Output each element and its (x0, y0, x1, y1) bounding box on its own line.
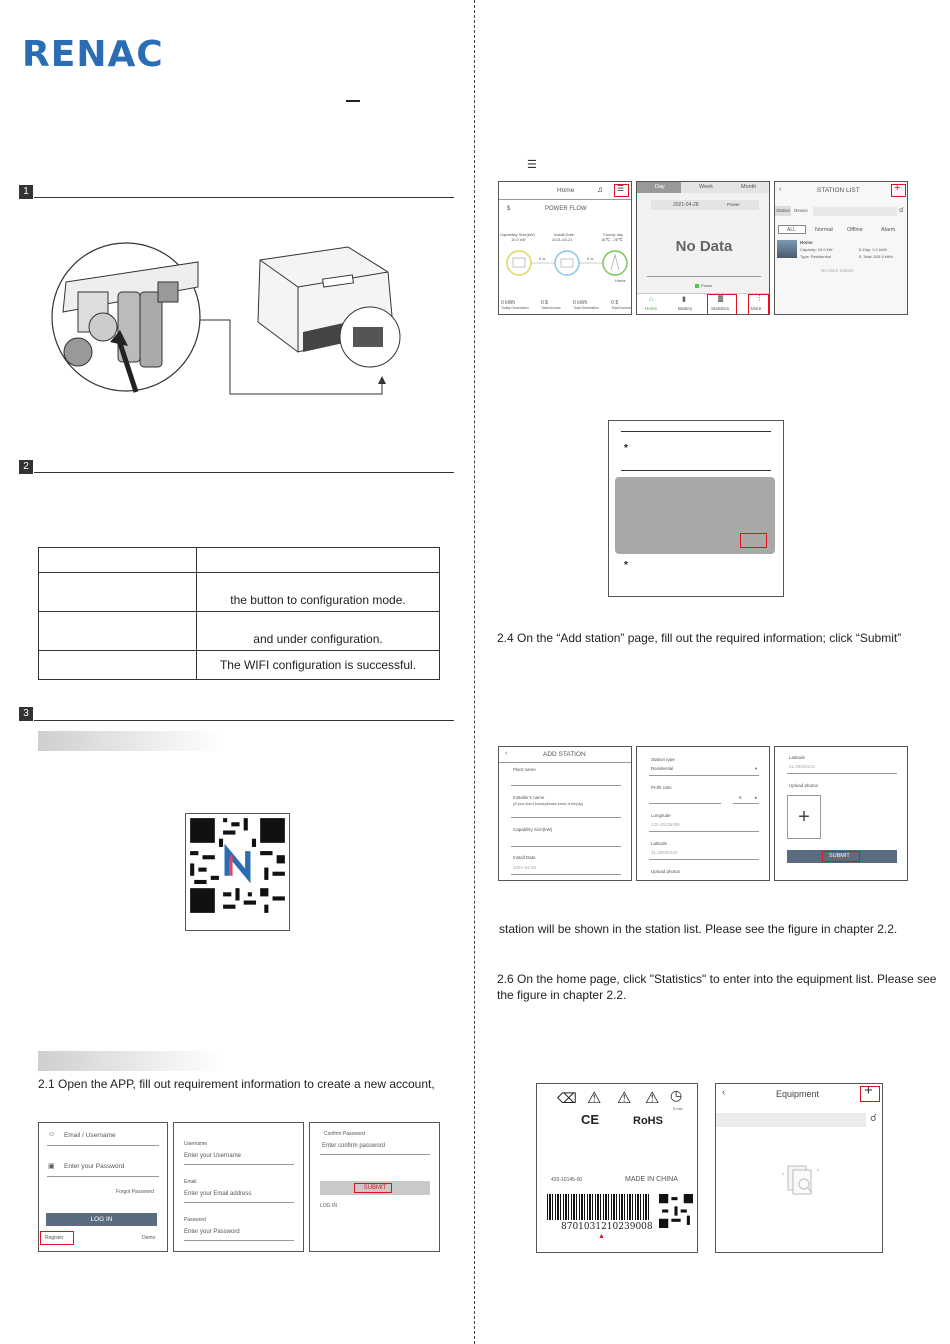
step-2-5-text: station will be shown in the station list. Please see the figure in chapter 2.2. (499, 922, 898, 936)
equipment-title: Equipment (776, 1089, 820, 1099)
username-input[interactable]: Enter your Username (184, 1153, 242, 1159)
section-number-2: 2 (19, 460, 33, 474)
stat-value: 0 kWh (573, 300, 588, 306)
password-input[interactable]: Enter your Password (184, 1229, 240, 1235)
chevron-right-icon[interactable]: ▸ (755, 795, 758, 800)
tab-month[interactable]: Month (741, 184, 757, 190)
statistics-screen (636, 181, 770, 315)
username-label: Username (184, 1141, 208, 1147)
section-number-1: 1 (19, 185, 33, 199)
install-value: 2021-04-21 (552, 237, 573, 242)
tab-station[interactable]: Station (776, 208, 791, 213)
add-station-screen-3 (774, 746, 908, 881)
station-name[interactable]: Home (800, 240, 813, 245)
station-list-screen (774, 181, 908, 315)
stat-label: Total Income (540, 306, 561, 310)
home-title: Home (557, 187, 575, 194)
add-form-illustration (608, 420, 784, 597)
led-cell: and under configuration. (197, 612, 440, 651)
equipment-screen (715, 1083, 883, 1253)
search-icon[interactable]: ☌ (870, 1113, 877, 1124)
search-icon[interactable]: ☌ (899, 207, 904, 214)
back-icon[interactable]: ‹ (505, 750, 508, 757)
barcode (547, 1194, 651, 1220)
led-cell: The WIFI configuration is successful. (197, 651, 440, 680)
required-asterisk: * (624, 443, 628, 454)
filter-all[interactable]: ALL (787, 227, 796, 233)
longitude-label: Longitude (651, 813, 671, 818)
tab-week[interactable]: Week (699, 184, 713, 190)
stat-label: Today Generation (501, 306, 529, 310)
stat-value: 0 $ (540, 300, 548, 306)
stats-legend: Power (701, 283, 713, 288)
stat-label: Total Generation (573, 306, 599, 310)
station-etotal: E-Total: 525.9 kWh (859, 254, 893, 259)
tab-day[interactable]: Day (655, 184, 665, 190)
latitude-input[interactable]: 31.29846242 (789, 764, 816, 769)
user-icon: ☺ (48, 1131, 56, 1138)
upload-photo-button[interactable]: + (787, 795, 821, 839)
led-cell (39, 651, 197, 680)
confirm-input[interactable]: Enter confirm password (322, 1143, 386, 1149)
station-type: Type: Residential (800, 254, 831, 259)
led-cell: the button to configuration mode. (197, 573, 440, 612)
ce-mark: CE (581, 1112, 600, 1127)
timer-label: 5 min (673, 1106, 683, 1111)
stats-date[interactable]: 2021-04-28 (673, 202, 699, 208)
electric-shock-icon: ⚠ (645, 1090, 660, 1107)
nav-home[interactable]: Home (645, 306, 658, 311)
add-equipment-icon[interactable]: + (864, 1083, 873, 1099)
flow-value-1: 0 w (539, 256, 546, 261)
stats-select[interactable]: Power (727, 202, 740, 207)
section-rule-1 (34, 197, 454, 198)
submit-button[interactable]: SUBMIT (829, 853, 850, 859)
step-2-6-text-cont: the figure in chapter 2.2. (497, 988, 627, 1002)
power-flow-diagram (505, 248, 629, 278)
required-asterisk: * (624, 560, 628, 571)
dash-mark (346, 100, 360, 102)
made-in-china: MADE IN CHINA (625, 1176, 678, 1183)
home-node-label: Home (615, 278, 626, 283)
barcode-number: 8701031210239008 (561, 1222, 653, 1232)
tab-device[interactable]: Device (794, 208, 808, 213)
login-screen (38, 1122, 168, 1252)
flow-value-2: 0 w (587, 256, 594, 261)
nav-statistics[interactable]: Statistics (711, 306, 730, 311)
led-cell (39, 612, 197, 651)
weee-bin-icon: ⌫ (557, 1090, 577, 1106)
submit-button[interactable]: SUBMIT (320, 1181, 430, 1195)
inverter-illustration (48, 242, 418, 397)
email-label: Email / Username (64, 1132, 116, 1139)
install-date-label: Install Date (513, 855, 536, 860)
pointer-triangle-icon: ▲ (598, 1233, 605, 1240)
station-thumbnail (777, 240, 797, 258)
product-label (536, 1083, 698, 1253)
home-nav-icon: ⌂ (649, 296, 654, 303)
bell-icon[interactable]: ♫ (597, 185, 603, 194)
weather-label: Cloudy day (603, 232, 624, 237)
home-screen (498, 181, 632, 315)
more-nav-icon: ⋮ (756, 295, 763, 302)
section-rule-3 (34, 720, 454, 721)
list-search-icon: ☰ (527, 159, 537, 171)
led-cell (197, 548, 440, 573)
add-station-icon[interactable]: + (894, 182, 901, 194)
add-station-screen (498, 746, 632, 881)
latitude-label: Latitude (651, 841, 668, 846)
label-qr-code (659, 1194, 693, 1228)
section-rule-2 (34, 472, 454, 473)
led-cell (39, 548, 197, 573)
register-screen (173, 1122, 304, 1252)
login-button[interactable]: LOG IN (46, 1213, 157, 1226)
nav-battery[interactable]: Battery (678, 306, 693, 311)
rohs-mark: RoHS (633, 1115, 663, 1127)
installer-label: Installer's name (513, 795, 545, 800)
capability-value: 10.0 kW (511, 237, 526, 242)
led-status-table (38, 547, 440, 680)
plant-name-label: Plant name (513, 767, 536, 772)
email-input[interactable]: Enter your Email address (184, 1191, 252, 1197)
renac-logo: RENAC (22, 34, 164, 75)
back-icon[interactable]: ‹ (722, 1087, 726, 1098)
stat-label: Total Income (611, 306, 631, 310)
no-data-text: No Data (675, 238, 733, 255)
filter-alarm[interactable]: Alarm (881, 227, 896, 233)
latitude-label: Latitude (789, 755, 806, 760)
upload-photos-label: Upload photos (789, 783, 819, 788)
stat-value: 0 $ (611, 300, 619, 306)
filter-normal[interactable]: Normal (815, 227, 833, 233)
app-qr-code (185, 813, 290, 931)
install-label: Install Date (554, 232, 575, 237)
station-capacity: Capacity: 10.0 kW (800, 247, 833, 252)
add-station-title: ADD STATION (543, 751, 586, 758)
add-station-screen-2 (636, 746, 770, 881)
subsection-bar (38, 1051, 223, 1071)
capability-label: Capability Size(kW) (500, 232, 535, 237)
demo-link[interactable]: Demo (142, 1235, 156, 1241)
station-list-title: STATION LIST (817, 187, 860, 194)
subsection-bar (38, 731, 223, 751)
register-screen-2 (309, 1122, 440, 1252)
step-2-6-text: 2.6 On the home page, click "Statistics" to enter into the equipment list. Please see (497, 972, 937, 986)
latitude-input[interactable]: 31.29846242 (651, 850, 678, 855)
password-label: Password (184, 1217, 206, 1223)
upload-photos-label: Upload photos (651, 869, 681, 874)
timer-icon: ◷ (670, 1087, 683, 1103)
capability-label: Capability Size(kW) (513, 827, 553, 832)
step-2-1-text: 2.1 Open the APP, fill out requirement information to create a new account, (38, 1077, 435, 1091)
installer-hint: (If you don't know,please keep it empty) (513, 801, 584, 806)
confirm-label: Confirm Password (324, 1131, 365, 1137)
battery-nav-icon: ▮ (682, 296, 686, 303)
statistics-nav-icon: ▓ (718, 295, 724, 302)
station-type-label: Station type (651, 757, 675, 762)
equipment-search-input[interactable] (716, 1113, 866, 1127)
no-more-station: No More Station (821, 268, 854, 273)
led-cell (39, 573, 197, 612)
lock-icon: ▣ (48, 1163, 55, 1170)
station-eday: E-Day: 0.2 kWh (859, 247, 888, 252)
dropdown-icon[interactable]: ▾ (755, 766, 758, 771)
home-stats-row (501, 300, 631, 310)
profit-label: Profit ratio (651, 785, 672, 790)
password-label: Enter your Password (64, 1163, 125, 1170)
register-link[interactable]: Register (45, 1235, 64, 1241)
station-list-icon[interactable]: ☰ (617, 184, 625, 193)
power-flow-title: POWER FLOW (545, 206, 587, 212)
part-code: 420-10145-00 (551, 1177, 583, 1183)
email-label: Email (184, 1179, 197, 1185)
stat-value: 0 kWh (501, 300, 516, 306)
login-link[interactable]: LOG IN (320, 1203, 337, 1209)
filter-offline[interactable]: Offline (847, 227, 863, 233)
currency-select[interactable]: ¥ (739, 795, 742, 800)
forgot-password-link[interactable]: Forgot Password (116, 1189, 154, 1195)
back-icon[interactable]: ‹ (779, 186, 782, 193)
step-2-4-text: 2.4 On the “Add station” page, fill out the required information; click “Submit” (497, 631, 902, 645)
column-divider (474, 0, 475, 1344)
empty-list-icon (778, 1160, 822, 1200)
weather-value: 16℃ - 25℃ (601, 237, 623, 242)
section-number-3: 3 (19, 707, 33, 721)
warning-icon: ⚠ (587, 1090, 602, 1107)
install-date-input[interactable]: 2021-04-28 (513, 865, 537, 870)
dollar-icon: $ (507, 206, 511, 212)
nav-more[interactable]: More (751, 306, 762, 311)
hot-surface-icon: ⚠ (617, 1090, 632, 1107)
longitude-input[interactable]: 120.49135389 (651, 822, 680, 827)
station-type-select[interactable]: Residential (651, 766, 674, 771)
